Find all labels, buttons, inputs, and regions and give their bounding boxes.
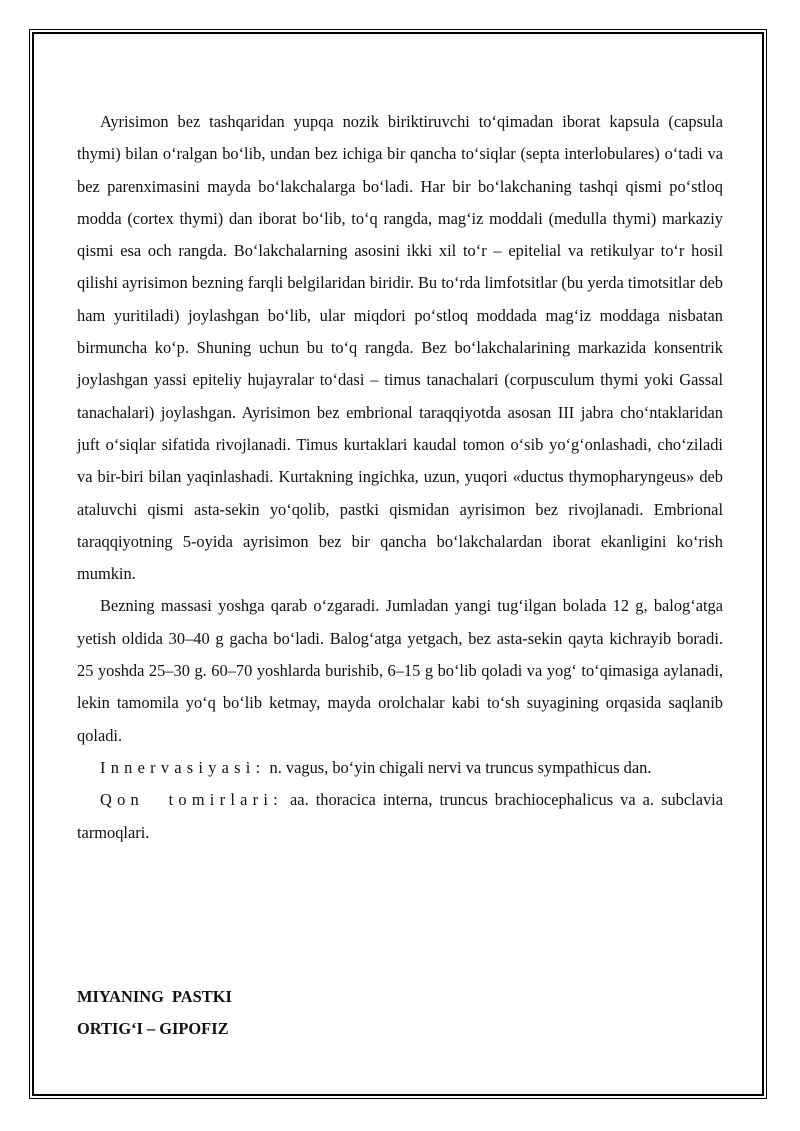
heading-line-2: ORTIG‘I – GIPOFIZ — [77, 1019, 229, 1038]
paragraph-mass: Bezning massasi yoshga qarab o‘zgaradi. Jumladan yangi tug‘ilgan bolada 12 g, balog‘atga yetish oldida 30–40 g gacha bo‘ladi. Balog‘atga yetgach, bez asta-sekin qayta kichrayib boradi. 25 yoshda 25–30 g. 60–70 yoshlarda burishib, 6–15 g bo‘lib qoladi va yog‘ to‘qimasiga aylanadi, lekin tamomila yo‘q bo‘lib ketmay, mayda orolchalar kabi to‘sh suyagining orqasida saqlanib qoladi. — [77, 596, 723, 745]
vessels-label: Qon tomirlari: — [100, 790, 283, 810]
heading-line-1: MIYANING PASTKI — [77, 987, 232, 1006]
paragraph-vessels — [77, 784, 723, 849]
vessels-text: aa. thoracica interna, truncus brachiocephalicus va a. subclavia tarmoqlari. — [77, 790, 723, 842]
section-heading — [77, 981, 723, 1045]
paragraph-structure: Ayrisimon bez tashqaridan yupqa nozik biriktiruvchi to‘qimadan iborat kapsula (capsula thymi) bilan o‘ralgan bo‘lib, undan bez ichiga bir qancha to‘siqlar (septa interlobulares) o‘tadi va bez parenximasini mayda bo‘lakchalarga bo‘ladi. Har bir bo‘lakchaning tashqi qismi po‘stloq modda (cortex thymi) dan iborat bo‘lib, to‘q rangda, mag‘iz moddali (medulla thymi) markaziy qismi esa och rangda. Bo‘lakchalarning asosini ikki xil to‘r – epitelial va retikulyar to‘r hosil qilishi ayrisimon bezning farqli belgilaridan biridir. Bu to‘rda limfotsitlar (bu yerda timotsitlar deb ham yuritiladi) joylashgan bo‘lib, ular miqdori po‘stloq moddada mag‘iz moddaga nisbatan birmuncha ko‘p. Shuning uchun bu to‘q rangda. Bez bo‘lakchalarining markazida konsentrik joylashgan yassi epiteliy hujayralar to‘dasi – timus tanachalari (corpusculum thymi yoki Gassal tanachalari) joylashgan. Ayrisimon bez embrional taraqqiyotda asosan III jabra cho‘ntaklaridan juft o‘siqlar sifatida rivojlanadi. Timus kurtaklari kaudal tomon o‘sib yo‘g‘onlashadi, cho‘ziladi va bir-biri bilan yaqinlashadi. Kurtakning ingichka, uzun, yuqori «ductus thymopharyngeus» deb ataluvchi qismi asta-sekin yo‘qolib, pastki qismidan ayrisimon bez rivojlanadi. Embrional taraqqiyotning 5-oyida ayrisimon bez bir qancha bo‘lakchalardan iborat ekanligini ko‘rish mumkin. — [77, 112, 723, 584]
innervation-text: n. vagus, bo‘yin chigali nervi va truncus sympathicus dan. — [265, 757, 652, 777]
innervation-label: Innervasiyasi: — [100, 757, 266, 777]
paragraph-innervation — [77, 752, 723, 784]
document-body — [77, 106, 723, 849]
